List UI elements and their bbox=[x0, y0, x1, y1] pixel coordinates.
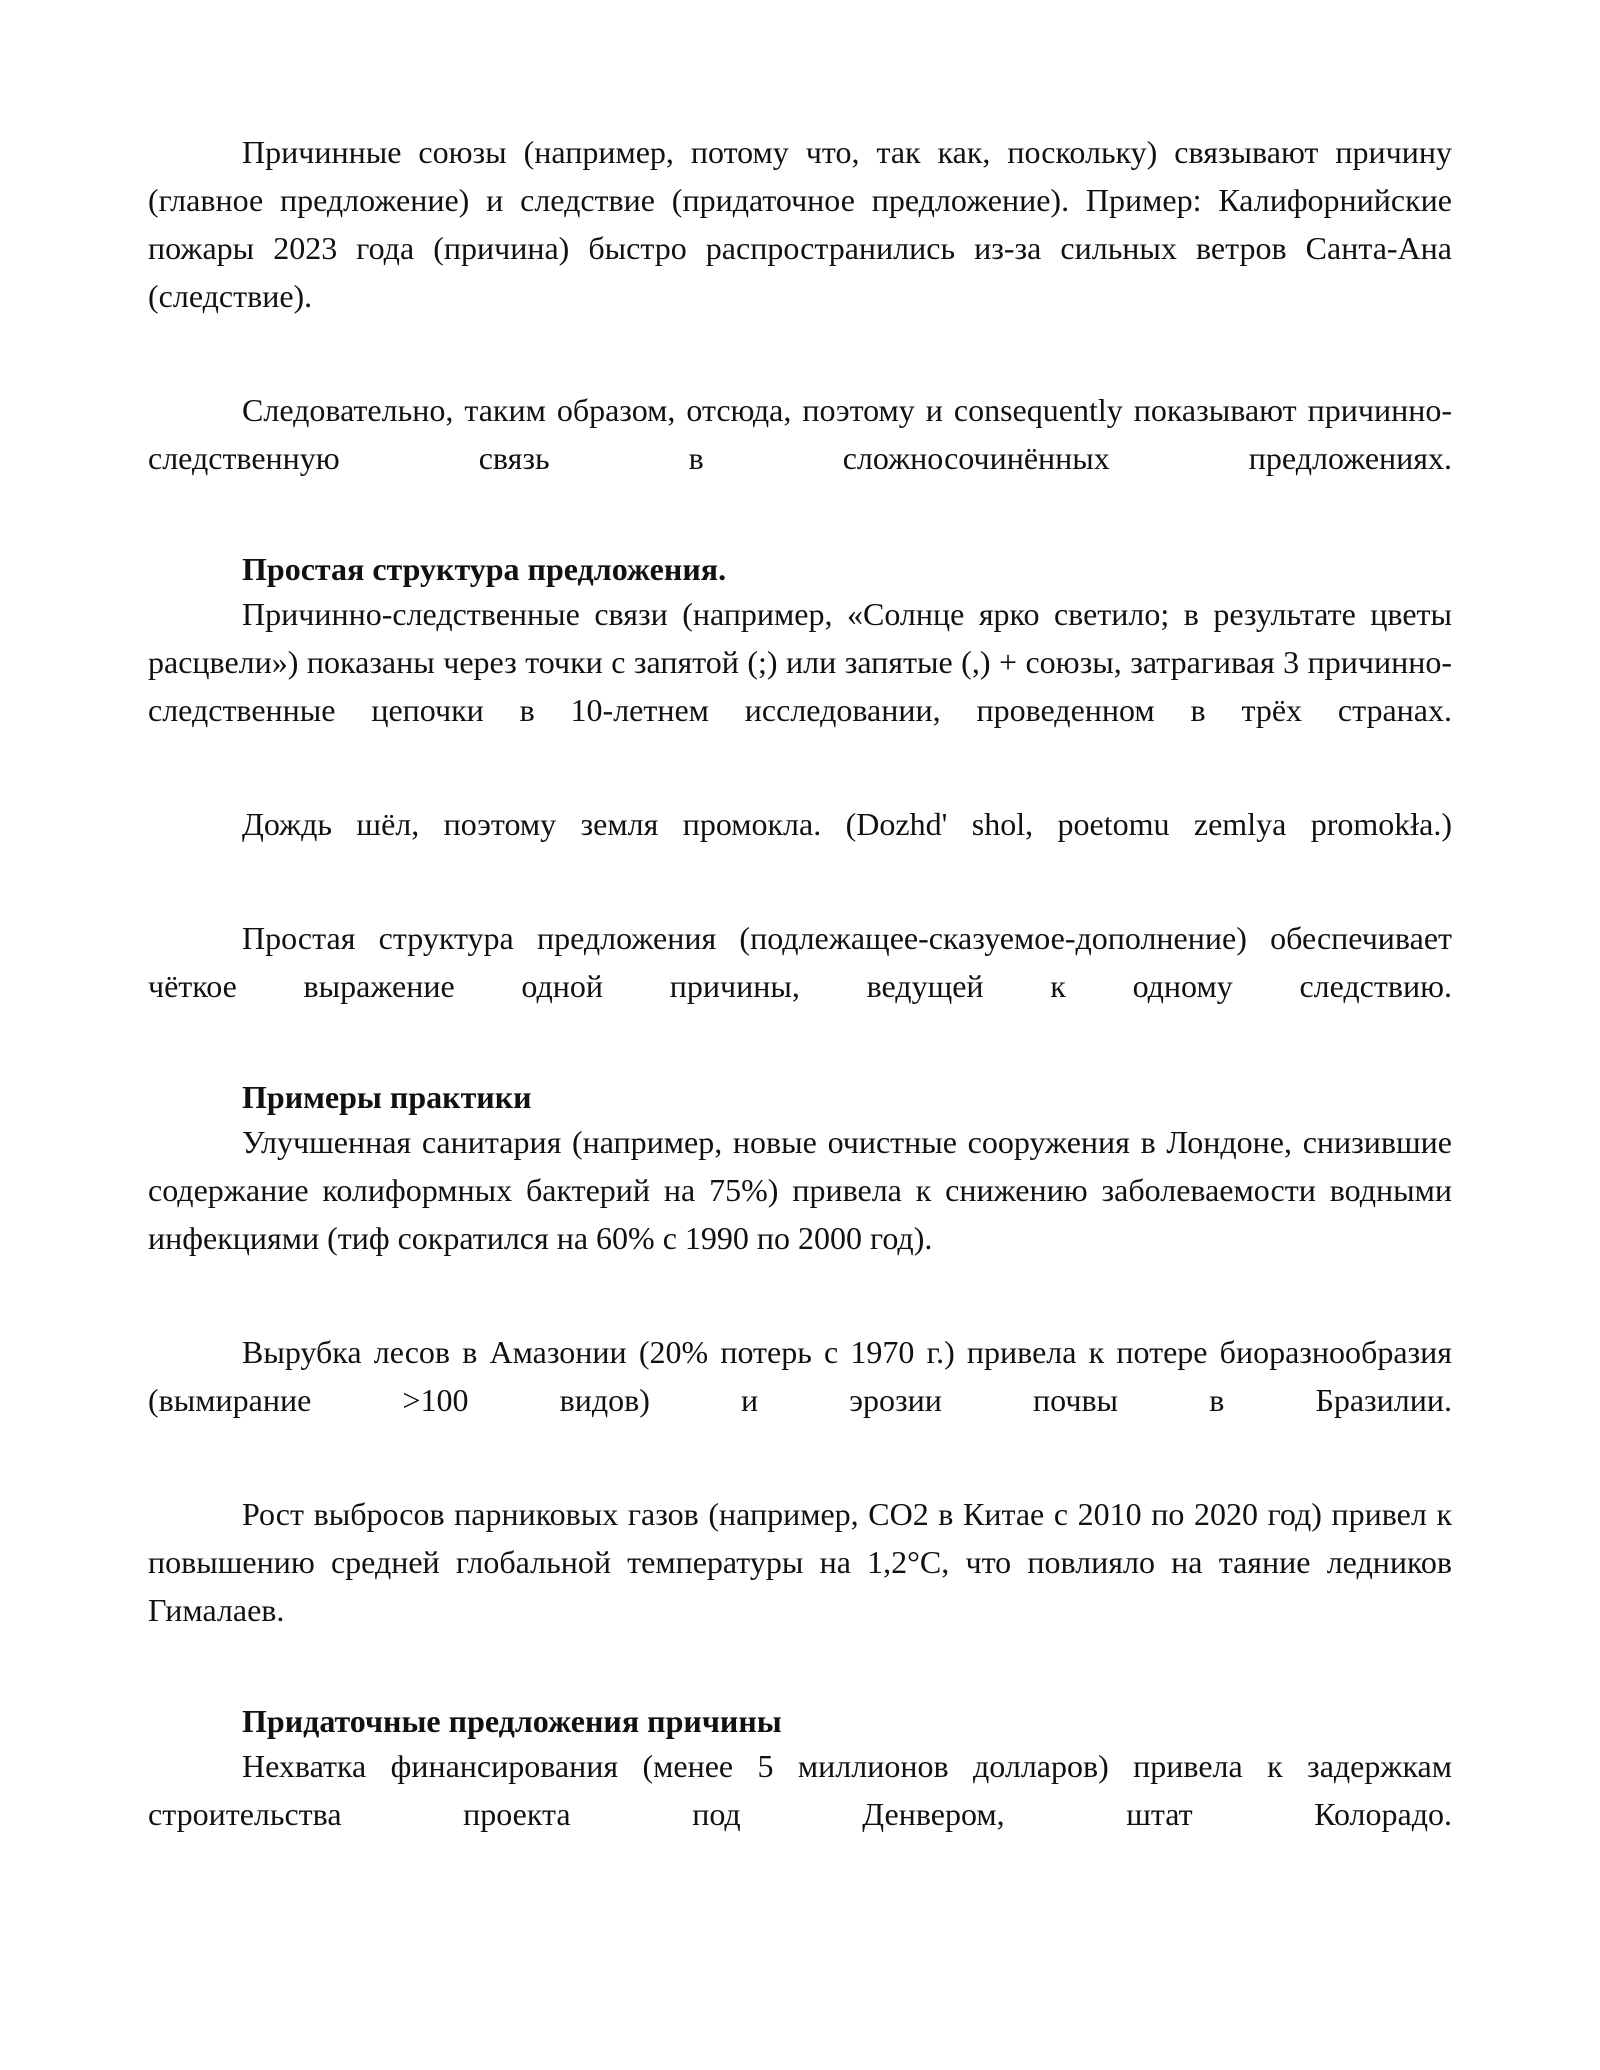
spacer bbox=[148, 320, 1452, 386]
paragraph-greenhouse-gases: Рост выбросов парниковых газов (например, CO2 в Китае с 2010 по 2020 год) привел к повышению средней глобальной температуры на 1,2°C, что повлияло на таяние ледников Гималаев. bbox=[148, 1496, 1452, 1628]
paragraph-semicolons: Причинно-следственные связи (например, «Солнце ярко светило; в результате цветы расцвели») показаны через точки с запятой (;) или запятые (,) + союзы, затрагивая 3 причинно-следственные цепочки в 10-летнем исследовании, проведенном в трёх странах. bbox=[148, 596, 1452, 728]
paragraph-consequently: Следовательно, таким образом, отсюда, поэтому и consequently показывают причинно-следственную связь в сложносочинённых предложениях. bbox=[148, 392, 1452, 476]
heading-clauses-of-reason: Придаточные предложения причины bbox=[242, 1703, 782, 1739]
spacer bbox=[148, 734, 1452, 800]
paragraph-rain-example: Дождь шёл, поэтому земля промокла. (Dozhd' shol, poetomu zemlya promokła.) bbox=[242, 806, 1452, 842]
paragraph-svo-structure: Простая структура предложения (подлежащее-сказуемое-дополнение) обеспечивает чёткое выражение одной причины, ведущей к одному следствию. bbox=[148, 920, 1452, 1004]
spacer bbox=[148, 482, 1452, 548]
document-page bbox=[148, 128, 1452, 1838]
paragraph-deforestation: Вырубка лесов в Амазонии (20% потерь с 1970 г.) привела к потере биоразнообразия (вымирание >100 видов) и эрозии почвы в Бразилии. bbox=[148, 1334, 1452, 1418]
paragraph-causal-conjunctions: Причинные союзы (например, потому что, так как, поскольку) связывают причину (главное предложение) и следствие (придаточное предложение). Пример: Калифорнийские пожары 2023 года (причина) быстро распространились из-за сильных ветров Санта-Ана (следствие). bbox=[148, 134, 1452, 314]
spacer bbox=[148, 1424, 1452, 1490]
paragraph-funding-shortage: Нехватка финансирования (менее 5 миллионов долларов) привела к задержкам строительства проекта под Денвером, штат Колорадо. bbox=[148, 1748, 1452, 1832]
heading-practice-examples: Примеры практики bbox=[242, 1079, 532, 1115]
heading-simple-structure: Простая структура предложения. bbox=[242, 551, 727, 587]
spacer bbox=[148, 1262, 1452, 1328]
paragraph-sanitation: Улучшенная санитария (например, новые очистные сооружения в Лондоне, снизившие содержание колиформных бактерий на 75%) привела к снижению заболеваемости водными инфекциями (тиф сократился на 60% с 1990 по 2000 год). bbox=[148, 1124, 1452, 1256]
spacer bbox=[148, 848, 1452, 914]
spacer bbox=[148, 1634, 1452, 1700]
spacer bbox=[148, 1010, 1452, 1076]
